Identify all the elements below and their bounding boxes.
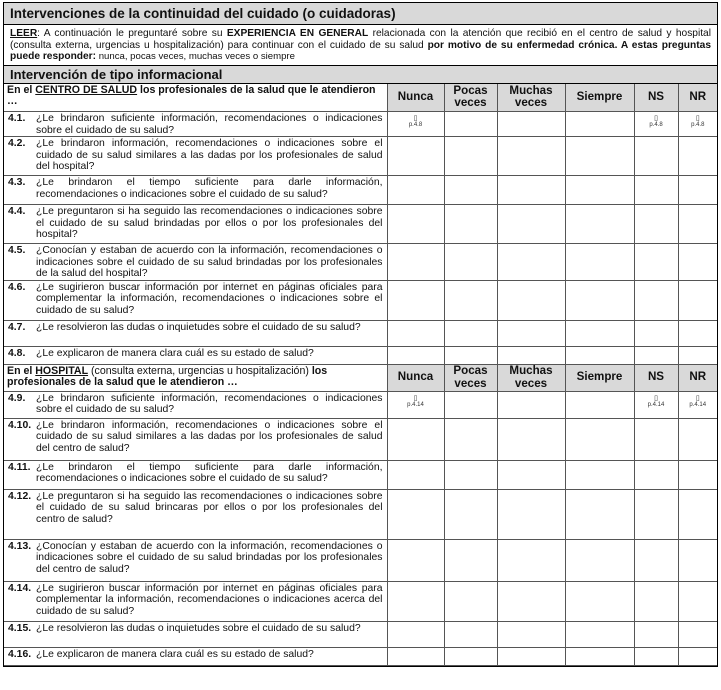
answer-cell-pocas-veces[interactable] (444, 460, 497, 489)
question-number: 4.1. (8, 113, 26, 124)
answer-cell-ns[interactable] (634, 244, 678, 281)
answer-cell-siempre[interactable] (565, 489, 634, 539)
answer-cell-nunca[interactable] (387, 244, 444, 281)
answer-cell-pocas-veces[interactable] (444, 280, 497, 320)
answer-cell-siempre[interactable] (565, 320, 634, 346)
answer-cell-nunca[interactable] (387, 176, 444, 205)
question-text: ¿Le brindaron el tiempo suficiente para darle información, recomendaciones o indicaciones sobre el cuidado de su salud? (36, 461, 383, 484)
question-number: 4.3. (8, 177, 26, 188)
question-cell (4, 112, 387, 137)
answer-cell-muchas-veces[interactable] (497, 112, 565, 137)
answer-cell-nunca[interactable] (387, 489, 444, 539)
section2-heading: En el HOSPITAL (consulta externa, urgencias u hospitalización) los profesionales de la salud que le atendieron … (4, 364, 387, 391)
skip-note: p.4.8 (691, 122, 705, 128)
section1-heading: En el CENTRO DE SALUD los profesionales de la salud que le atendieron … (4, 84, 387, 112)
answer-cell-muchas-veces[interactable] (497, 539, 565, 581)
answer-cell-pocas-veces[interactable] (444, 320, 497, 346)
question-cell (4, 418, 387, 460)
question-text: ¿Conocían y estaban de acuerdo con la información, recomendaciones o indicaciones sobre el cuidado de su salud brindadas por los profesionales del centro de salud? (36, 540, 383, 575)
question-cell (4, 137, 387, 176)
question-cell (4, 539, 387, 581)
answer-cell-nunca[interactable] (387, 320, 444, 346)
column-header-pocas-veces: Pocas veces (444, 84, 497, 112)
question-number: 4.5. (8, 245, 26, 256)
answer-cell-siempre[interactable] (565, 581, 634, 621)
skip-note: p.4.14 (689, 401, 707, 408)
question-cell (4, 176, 387, 205)
question-cell (4, 621, 387, 647)
answer-cell-nr[interactable] (678, 418, 717, 460)
question-text: ¿Le resolvieron las dudas o inquietudes sobre el cuidado de su salud? (36, 321, 361, 333)
question-number: 4.13. (8, 540, 32, 552)
answer-cell-pocas-veces[interactable] (444, 176, 497, 205)
answer-cell-ns[interactable] (634, 112, 678, 137)
question-row (4, 112, 717, 137)
answer-cell-muchas-veces[interactable] (497, 205, 565, 244)
answer-cell-nunca[interactable] (387, 647, 444, 665)
answer-cell-pocas-veces[interactable] (444, 418, 497, 460)
question-text: ¿Le resolvieron las dudas o inquietudes sobre el cuidado de su salud? (36, 622, 361, 634)
question-text: ¿Le explicaron de manera clara cuál es su estado de salud? (36, 648, 314, 660)
answer-cell-muchas-veces[interactable] (497, 176, 565, 205)
column-header-pocas-veces: Pocas veces (444, 364, 497, 391)
question-row (4, 581, 717, 621)
answer-cell-nunca[interactable] (387, 581, 444, 621)
answer-cell-nr[interactable] (678, 244, 717, 281)
column-header-nunca: Nunca (387, 84, 444, 112)
skip-note: p.4.14 (407, 401, 424, 408)
answer-cell-siempre[interactable] (565, 647, 634, 665)
answer-cell-muchas-veces[interactable] (497, 460, 565, 489)
question-text: ¿Le brindaron información, recomendaciones o indicaciones sobre el cuidado de su salud similares a las dadas por los profesionales de salud del hospital? (36, 138, 383, 172)
question-row (4, 346, 717, 364)
question-text: ¿Le explicaron de manera clara cuál es su estado de salud? (36, 347, 314, 359)
answer-cell-muchas-veces[interactable] (497, 647, 565, 665)
section1-place: CENTRO DE SALUD (35, 83, 138, 96)
answer-cell-pocas-veces[interactable] (444, 621, 497, 647)
skip-marker-icon: ▯ (695, 115, 700, 122)
skip-note: p.4.14 (647, 401, 665, 408)
column-header-ns: NS (634, 84, 678, 112)
answer-cell-ns[interactable] (634, 280, 678, 320)
question-row (4, 391, 717, 418)
question-cell (4, 346, 387, 364)
question-text: ¿Le brindaron suficiente información, recomendaciones o indicaciones sobre el cuidado de su salud? (36, 392, 383, 415)
answer-cell-siempre[interactable] (565, 418, 634, 460)
answer-cell-nr[interactable] (678, 581, 717, 621)
column-header-nunca: Nunca (387, 364, 444, 391)
question-row (4, 244, 717, 281)
answer-cell-siempre[interactable] (565, 176, 634, 205)
answer-cell-nunca[interactable] (387, 539, 444, 581)
survey-form (3, 2, 718, 667)
question-number: 4.11. (8, 461, 31, 473)
answer-cell-nr[interactable] (678, 460, 717, 489)
skip-marker-icon: ▯ (413, 115, 418, 122)
answer-cell-nr[interactable] (678, 137, 717, 176)
answer-cell-siempre[interactable] (565, 621, 634, 647)
column-header-muchas-veces: Muchas veces (497, 364, 565, 391)
question-row (4, 418, 717, 460)
section2-place: HOSPITAL (35, 364, 89, 377)
answer-cell-nr[interactable] (678, 280, 717, 320)
answer-cell-ns[interactable] (634, 346, 678, 364)
answer-cell-muchas-veces[interactable] (497, 489, 565, 539)
column-header-ns: NS (634, 364, 678, 391)
column-header-siempre: Siempre (565, 364, 634, 391)
answer-cell-nunca[interactable] (387, 460, 444, 489)
question-number: 4.15. (8, 622, 32, 634)
answer-cell-ns[interactable] (634, 647, 678, 665)
question-text: ¿Le brindaron información, recomendaciones o indicaciones sobre el cuidado de su salud similares a las dadas por los profesionales de salud del centro de salud? (36, 419, 383, 454)
question-cell (4, 647, 387, 665)
answer-cell-nr[interactable] (678, 391, 717, 418)
question-row (4, 320, 717, 346)
answer-cell-pocas-veces[interactable] (444, 346, 497, 364)
answer-cell-pocas-veces[interactable] (444, 647, 497, 665)
question-number: 4.6. (8, 281, 26, 293)
question-text: ¿Le sugirieron buscar información por internet en páginas oficiales para complementar la información, recomendaciones o indicaciones sobre el cuidado de su salud? (36, 281, 383, 316)
answer-cell-muchas-veces[interactable] (497, 280, 565, 320)
question-cell (4, 581, 387, 621)
answer-cell-nunca[interactable] (387, 391, 444, 418)
answer-cell-siempre[interactable] (565, 391, 634, 418)
question-row (4, 539, 717, 581)
question-row (4, 489, 717, 539)
question-text: ¿Le sugirieron buscar información por internet en páginas oficiales para complementar la información, recomendaciones o indicaciones acerca del cuidado de su salud? (36, 582, 383, 617)
answer-cell-nr[interactable] (678, 539, 717, 581)
column-header-nr: NR (678, 364, 717, 391)
question-number: 4.12. (8, 490, 32, 502)
answer-cell-siempre[interactable] (565, 460, 634, 489)
leer-label: LEER (10, 28, 38, 39)
answer-cell-siempre[interactable] (565, 244, 634, 281)
question-text: ¿Conocían y estaban de acuerdo con la información, recomendaciones o indicaciones sobre el cuidado de su salud brindadas por los profesionales de la salud del hospital? (36, 245, 383, 279)
form-title: Intervenciones de la continuidad del cuidado (o cuidadoras) (4, 3, 717, 25)
answer-cell-ns[interactable] (634, 489, 678, 539)
answer-cell-ns[interactable] (634, 320, 678, 346)
question-number: 4.2. (8, 138, 26, 149)
answer-cell-pocas-veces[interactable] (444, 244, 497, 281)
skip-marker-icon: ▯ (695, 394, 700, 402)
question-row (4, 647, 717, 665)
skip-marker-icon: ▯ (413, 394, 418, 402)
answer-cell-siempre[interactable] (565, 539, 634, 581)
answer-cell-pocas-veces[interactable] (444, 489, 497, 539)
column-header-siempre: Siempre (565, 84, 634, 112)
answer-cell-muchas-veces[interactable] (497, 621, 565, 647)
answer-cell-siempre[interactable] (565, 205, 634, 244)
answer-cell-nunca[interactable] (387, 137, 444, 176)
column-header-nr: NR (678, 84, 717, 112)
question-number: 4.8. (8, 347, 26, 359)
answer-cell-ns[interactable] (634, 539, 678, 581)
skip-marker-icon: ▯ (654, 394, 658, 402)
answer-cell-ns[interactable] (634, 581, 678, 621)
answer-cell-nunca[interactable] (387, 205, 444, 244)
answer-cell-ns[interactable] (634, 391, 678, 418)
answer-cell-nr[interactable] (678, 112, 717, 137)
question-text: ¿Le preguntaron si ha seguido las recomendaciones o indicaciones sobre el cuidado de su salud brincaras por ellos o por los profesionales del centro de salud? (36, 490, 383, 525)
answer-cell-pocas-veces[interactable] (444, 112, 497, 137)
answer-cell-ns[interactable] (634, 418, 678, 460)
answer-cell-nr[interactable] (678, 205, 717, 244)
answer-cell-siempre[interactable] (565, 280, 634, 320)
answer-cell-nunca[interactable] (387, 112, 444, 137)
question-text: ¿Le brindaron el tiempo suficiente para darle información, recomendaciones o indicaciones sobre el cuidado de su salud? (36, 177, 383, 200)
question-row (4, 205, 717, 244)
answer-cell-muchas-veces[interactable] (497, 346, 565, 364)
section2-header-row (4, 364, 717, 391)
answer-cell-nr[interactable] (678, 176, 717, 205)
reading-instructions: LEER: A continuación le preguntaré sobre su EXPERIENCIA EN GENERAL relacionada con la atención que recibió en el centro de salud y hospital (consulta externa, urgencias u hospitalización) para continuar con el cuidado de su salud por motivo de su enfermedad crónica. A estas preguntas puede responder: nunca, pocas veces, muchas veces o siempre (4, 25, 717, 66)
answer-cell-muchas-veces[interactable] (497, 244, 565, 281)
question-cell (4, 244, 387, 281)
question-cell (4, 489, 387, 539)
answer-cell-pocas-veces[interactable] (444, 391, 497, 418)
question-table (4, 84, 717, 666)
question-row (4, 621, 717, 647)
answer-cell-pocas-veces[interactable] (444, 205, 497, 244)
question-text: ¿Le preguntaron si ha seguido las recomendaciones o indicaciones sobre el cuidado de su salud brindadas por ellos o por los profesionales del hospital? (36, 206, 383, 240)
question-number: 4.10. (8, 419, 32, 431)
answer-cell-nr[interactable] (678, 647, 717, 665)
answer-cell-muchas-veces[interactable] (497, 320, 565, 346)
question-cell (4, 460, 387, 489)
question-row (4, 280, 717, 320)
answer-cell-nunca[interactable] (387, 621, 444, 647)
answer-cell-pocas-veces[interactable] (444, 581, 497, 621)
answer-cell-nr[interactable] (678, 489, 717, 539)
question-cell (4, 280, 387, 320)
answer-cell-nunca[interactable] (387, 418, 444, 460)
skip-note: p.4.8 (649, 122, 663, 128)
answer-cell-ns[interactable] (634, 176, 678, 205)
answer-cell-nr[interactable] (678, 621, 717, 647)
skip-note: p.4.8 (408, 122, 423, 128)
question-number: 4.9. (8, 392, 26, 404)
question-cell (4, 205, 387, 244)
answer-cell-pocas-veces[interactable] (444, 137, 497, 176)
answer-cell-siempre[interactable] (565, 346, 634, 364)
column-header-muchas-veces: Muchas veces (497, 84, 565, 112)
answer-cell-ns[interactable] (634, 460, 678, 489)
question-cell (4, 320, 387, 346)
question-number: 4.14. (8, 582, 32, 594)
answer-cell-ns[interactable] (634, 137, 678, 176)
skip-marker-icon: ▯ (654, 115, 658, 122)
question-number: 4.4. (8, 206, 26, 217)
question-text: ¿Le brindaron suficiente información, recomendaciones o indicaciones sobre el cuidado de su salud? (36, 113, 383, 136)
question-cell (4, 391, 387, 418)
answer-cell-ns[interactable] (634, 621, 678, 647)
question-row (4, 460, 717, 489)
section1-header-row (4, 84, 717, 112)
answer-cell-siempre[interactable] (565, 112, 634, 137)
question-row (4, 176, 717, 205)
answer-cell-muchas-veces[interactable] (497, 418, 565, 460)
answer-cell-muchas-veces[interactable] (497, 137, 565, 176)
answer-cell-nunca[interactable] (387, 280, 444, 320)
answer-cell-nr[interactable] (678, 320, 717, 346)
answer-cell-muchas-veces[interactable] (497, 391, 565, 418)
question-row (4, 137, 717, 176)
question-number: 4.16. (8, 648, 32, 660)
answer-cell-nr[interactable] (678, 346, 717, 364)
answer-cell-ns[interactable] (634, 205, 678, 244)
answer-cell-siempre[interactable] (565, 137, 634, 176)
question-number: 4.7. (8, 321, 26, 333)
answer-cell-muchas-veces[interactable] (497, 581, 565, 621)
answer-cell-nunca[interactable] (387, 346, 444, 364)
answer-cell-pocas-veces[interactable] (444, 539, 497, 581)
section-subtitle: Intervención de tipo informacional (4, 66, 717, 84)
